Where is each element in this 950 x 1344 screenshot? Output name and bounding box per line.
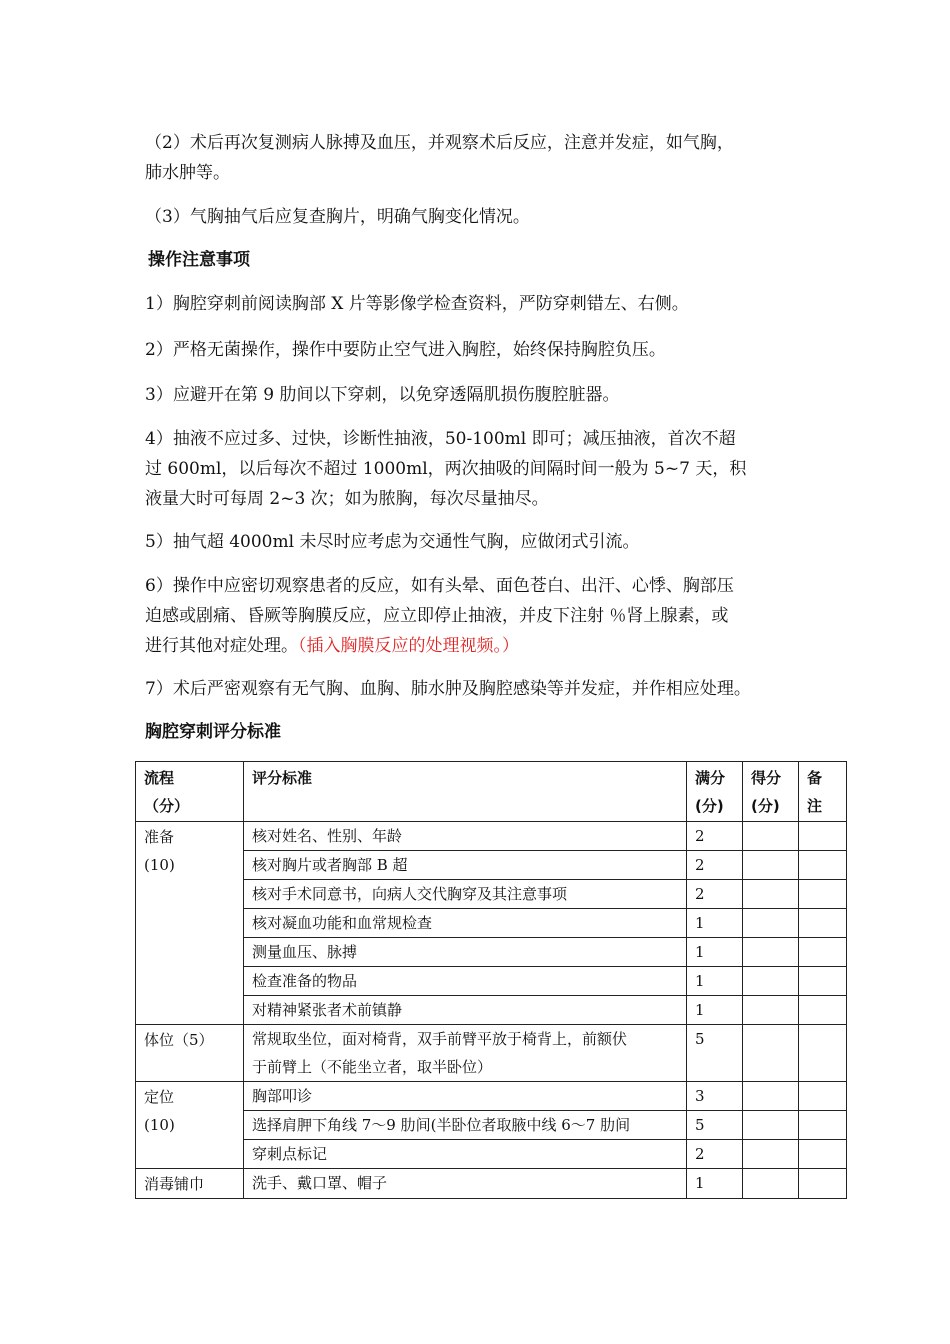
note-cell[interactable] [799, 909, 847, 938]
score-cell[interactable] [743, 822, 799, 851]
post-op-item-2 [145, 128, 835, 188]
precaution-3 [145, 380, 835, 410]
category-cell: 消毒铺巾 [136, 1169, 244, 1199]
category-cell: 定位 (10) [136, 1082, 244, 1169]
score-cell[interactable] [743, 1111, 799, 1140]
header-score: 得分 (分) [743, 762, 799, 822]
table-row [136, 1169, 847, 1199]
header-full-score: 满分 (分) [687, 762, 743, 822]
score-cell[interactable] [743, 1082, 799, 1111]
text-line: 3）应避开在第 9 肋间以下穿刺，以免穿透隔肌损伤腹腔脏器。 [145, 385, 620, 405]
criteria-cell: 胸部叩诊 [244, 1082, 687, 1111]
note-cell[interactable] [799, 1025, 847, 1082]
text-line: 肺水肿等。 [145, 163, 230, 183]
text-line: 5）抽气超 4000ml 未尽时应考虑为交通性气胸，应做闭式引流。 [145, 532, 640, 552]
full-score-cell: 3 [687, 1082, 743, 1111]
text-segment: 进行其他对症处理。 [145, 636, 298, 656]
note-cell[interactable] [799, 1111, 847, 1140]
precaution-6 [145, 571, 835, 661]
precaution-2 [145, 335, 835, 365]
note-cell[interactable] [799, 1169, 847, 1199]
text-line: （3）气胸抽气后应复查胸片，明确气胸变化情况。 [145, 207, 530, 227]
text-line: 6）操作中应密切观察患者的反应，如有头晕、面色苍白、出汗、心悸、胸部压 [145, 576, 734, 596]
full-score-cell: 2 [687, 880, 743, 909]
text-line [145, 631, 835, 661]
category-cell: 体位（5） [136, 1025, 244, 1082]
criteria-cell: 核对凝血功能和血常规检查 [244, 909, 687, 938]
note-cell[interactable] [799, 996, 847, 1025]
full-score-cell: 1 [687, 967, 743, 996]
criteria-cell: 测量血压、脉搏 [244, 938, 687, 967]
scoring-table [135, 761, 847, 1199]
criteria-cell: 洗手、戴口罩、帽子 [244, 1169, 687, 1199]
full-score-cell: 2 [687, 851, 743, 880]
text-line: 2）严格无菌操作，操作中要防止空气进入胸腔，始终保持胸腔负压。 [145, 340, 666, 360]
score-cell[interactable] [743, 1025, 799, 1082]
precaution-1 [145, 289, 835, 319]
note-cell[interactable] [799, 822, 847, 851]
criteria-cell: 核对手术同意书，向病人交代胸穿及其注意事项 [244, 880, 687, 909]
note-cell[interactable] [799, 851, 847, 880]
criteria-cell: 检查准备的物品 [244, 967, 687, 996]
full-score-cell: 1 [687, 909, 743, 938]
text-line: 过 600ml，以后每次不超过 1000ml，两次抽吸的间隔时间一般为 5~7 天，积 [145, 459, 747, 479]
score-cell[interactable] [743, 880, 799, 909]
score-cell[interactable] [743, 938, 799, 967]
criteria-cell: 对精神紧张者术前镇静 [244, 996, 687, 1025]
full-score-cell: 1 [687, 938, 743, 967]
table-header-row [136, 762, 847, 822]
score-cell[interactable] [743, 851, 799, 880]
score-cell[interactable] [743, 1169, 799, 1199]
text-line: 迫感或剧痛、昏厥等胸膜反应，应立即停止抽液，并皮下注射 ％肾上腺素，或 [145, 606, 729, 626]
full-score-cell: 5 [687, 1025, 743, 1082]
criteria-cell: 常规取坐位，面对椅背，双手前臂平放于椅背上，前额伏 于前臂上（不能坐立者，取半卧位） [244, 1025, 687, 1082]
note-cell[interactable] [799, 938, 847, 967]
header-process: 流程 （分） [136, 762, 244, 822]
text-line: （2）术后再次复测病人脉搏及血压，并观察术后反应，注意并发症，如气胸， [145, 133, 734, 153]
text-line: 1）胸腔穿刺前阅读胸部 X 片等影像学检查资料，严防穿刺错左、右侧。 [145, 294, 689, 314]
header-note: 备 注 [799, 762, 847, 822]
score-cell[interactable] [743, 996, 799, 1025]
post-op-item-3 [145, 202, 835, 232]
category-cell: 准备 (10) [136, 822, 244, 1025]
video-insert-note: （插入胸膜反应的处理视频。） [298, 636, 519, 656]
criteria-cell: 核对姓名、性别、年龄 [244, 822, 687, 851]
score-cell[interactable] [743, 1140, 799, 1169]
criteria-cell: 核对胸片或者胸部 B 超 [244, 851, 687, 880]
full-score-cell: 2 [687, 1140, 743, 1169]
text-line: 7）术后严密观察有无气胸、血胸、肺水肿及胸腔感染等并发症，并作相应处理。 [145, 679, 751, 699]
note-cell[interactable] [799, 1082, 847, 1111]
precaution-5 [145, 527, 835, 557]
header-criteria: 评分标准 [244, 762, 687, 822]
precaution-4 [145, 424, 835, 514]
precaution-7 [145, 674, 835, 704]
full-score-cell: 1 [687, 996, 743, 1025]
note-cell[interactable] [799, 880, 847, 909]
text-line: 液量大时可每周 2~3 次；如为脓胸，每次尽量抽尽。 [145, 489, 549, 509]
note-cell[interactable] [799, 967, 847, 996]
table-row [136, 822, 847, 851]
full-score-cell: 1 [687, 1169, 743, 1199]
score-cell[interactable] [743, 967, 799, 996]
criteria-cell: 穿刺点标记 [244, 1140, 687, 1169]
scoring-heading: 胸腔穿刺评分标准 [145, 722, 281, 742]
score-cell[interactable] [743, 909, 799, 938]
table-row [136, 1082, 847, 1111]
precautions-heading: 操作注意事项 [148, 250, 250, 270]
full-score-cell: 5 [687, 1111, 743, 1140]
text-line: 4）抽液不应过多、过快，诊断性抽液，50-100ml 即可；减压抽液，首次不超 [145, 429, 736, 449]
criteria-cell: 选择肩胛下角线 7～9 肋间(半卧位者取腋中线 6～7 肋间 [244, 1111, 687, 1140]
table-row [136, 1025, 847, 1082]
full-score-cell: 2 [687, 822, 743, 851]
note-cell[interactable] [799, 1140, 847, 1169]
